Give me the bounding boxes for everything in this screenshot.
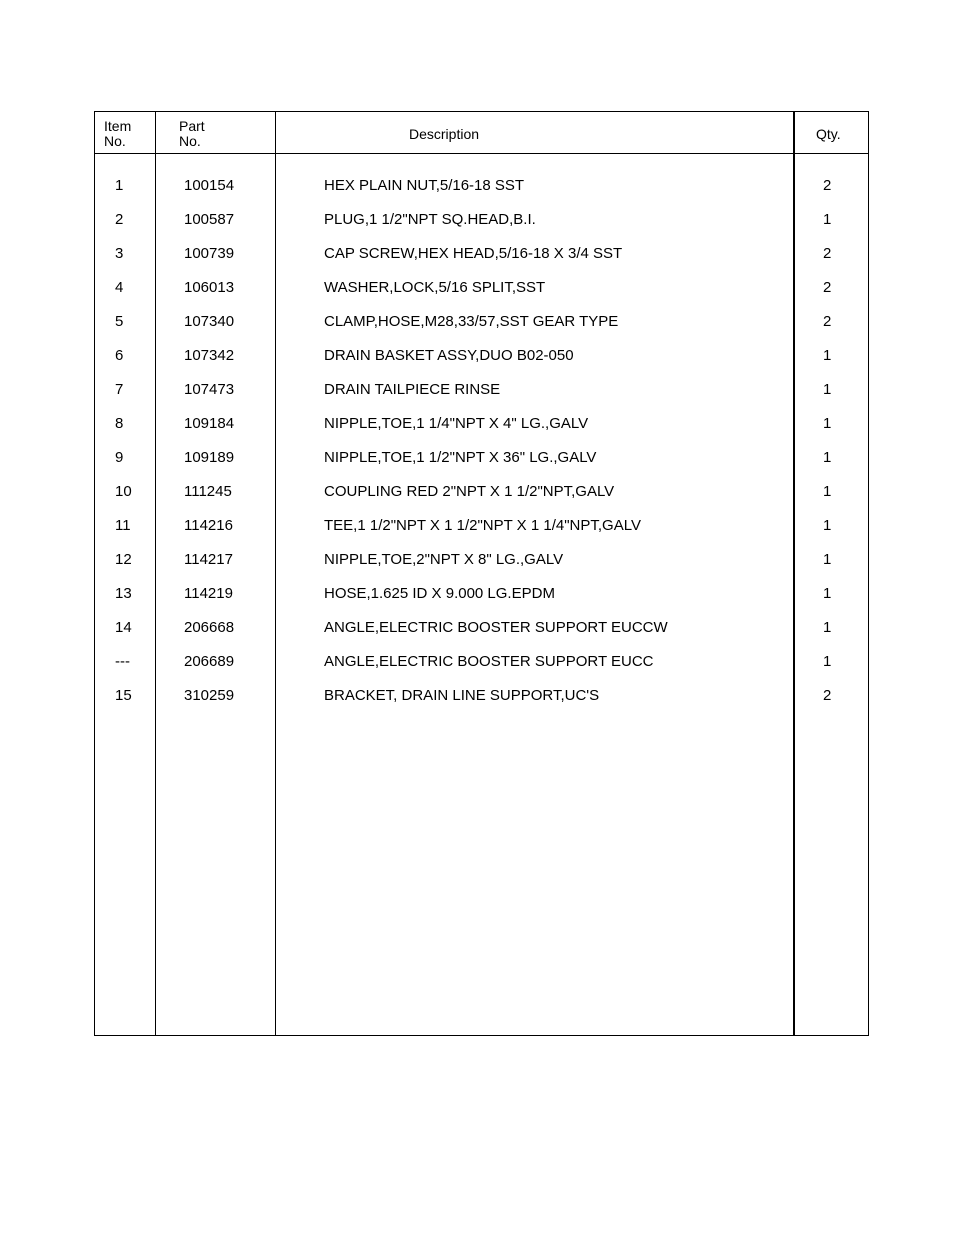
qty-cell: 2 — [823, 177, 832, 194]
table-row — [95, 483, 868, 517]
part-no-cell: 109189 — [184, 449, 235, 466]
table-row — [95, 517, 868, 551]
qty-cell: 1 — [823, 211, 832, 228]
header-item-no — [104, 119, 131, 149]
description-cell: COUPLING RED 2"NPT X 1 1/2"NPT,GALV — [324, 483, 615, 500]
item-no-cell: 3 — [115, 245, 124, 262]
qty-cell: 2 — [823, 279, 832, 296]
qty-cell: 1 — [823, 483, 832, 500]
table-row — [95, 245, 868, 279]
table-row — [95, 687, 868, 721]
header-item-no-label: No. — [104, 133, 126, 149]
qty-cell: 2 — [823, 687, 832, 704]
part-no-cell: 111245 — [184, 483, 232, 500]
description-cell: NIPPLE,TOE,2"NPT X 8" LG.,GALV — [324, 551, 564, 568]
item-no-cell: 2 — [115, 211, 124, 228]
item-no-cell: --- — [115, 653, 130, 670]
description-cell: WASHER,LOCK,5/16 SPLIT,SST — [324, 279, 546, 296]
header-description: Description — [409, 126, 480, 142]
header-part-label: Part — [179, 118, 205, 134]
header-part-no-label: No. — [179, 133, 201, 149]
part-no-cell: 100587 — [184, 211, 235, 228]
table-row — [95, 211, 868, 245]
table-row — [95, 551, 868, 585]
description-cell: HEX PLAIN NUT,5/16-18 SST — [324, 177, 525, 194]
qty-cell: 2 — [823, 313, 832, 330]
part-no-cell: 107340 — [184, 313, 235, 330]
qty-cell: 1 — [823, 551, 832, 568]
table-row — [95, 415, 868, 449]
item-no-cell: 14 — [115, 619, 132, 636]
part-no-cell: 109184 — [184, 415, 235, 432]
part-no-cell: 114217 — [184, 551, 233, 568]
item-no-cell: 11 — [115, 517, 131, 534]
table-row — [95, 313, 868, 347]
table-row — [95, 585, 868, 619]
header-item-label: Item — [104, 118, 132, 134]
table-row — [95, 279, 868, 313]
item-no-cell: 13 — [115, 585, 132, 602]
qty-cell: 2 — [823, 245, 832, 262]
header-part-no — [179, 119, 205, 149]
table-row — [95, 381, 868, 415]
qty-cell: 1 — [823, 619, 832, 636]
header-divider — [95, 153, 868, 154]
item-no-cell: 7 — [115, 381, 124, 398]
description-cell: NIPPLE,TOE,1 1/4"NPT X 4" LG.,GALV — [324, 415, 589, 432]
item-no-cell: 1 — [115, 177, 124, 194]
part-no-cell: 206689 — [184, 653, 235, 670]
item-no-cell: 5 — [115, 313, 124, 330]
part-no-cell: 114216 — [184, 517, 233, 534]
item-no-cell: 12 — [115, 551, 132, 568]
qty-cell: 1 — [823, 347, 832, 364]
description-cell: PLUG,1 1/2"NPT SQ.HEAD,B.I. — [324, 211, 536, 228]
table-row — [95, 449, 868, 483]
part-no-cell: 107473 — [184, 381, 235, 398]
part-no-cell: 100739 — [184, 245, 235, 262]
header-qty: Qty. — [816, 126, 841, 142]
table-row — [95, 177, 868, 211]
qty-cell: 1 — [823, 653, 832, 670]
description-cell: CLAMP,HOSE,M28,33/57,SST GEAR TYPE — [324, 313, 619, 330]
part-no-cell: 100154 — [184, 177, 235, 194]
part-no-cell: 106013 — [184, 279, 235, 296]
table-row — [95, 347, 868, 381]
qty-cell: 1 — [823, 449, 832, 466]
description-cell: CAP SCREW,HEX HEAD,5/16-18 X 3/4 SST — [324, 245, 623, 262]
description-cell: ANGLE,ELECTRIC BOOSTER SUPPORT EUCCW — [324, 619, 668, 636]
description-cell: NIPPLE,TOE,1 1/2"NPT X 36" LG.,GALV — [324, 449, 597, 466]
table-row — [95, 619, 868, 653]
description-cell: HOSE,1.625 ID X 9.000 LG.EPDM — [324, 585, 555, 602]
part-no-cell: 206668 — [184, 619, 235, 636]
parts-table — [94, 111, 869, 1036]
description-cell: DRAIN TAILPIECE RINSE — [324, 381, 501, 398]
qty-cell: 1 — [823, 381, 832, 398]
part-no-cell: 114219 — [184, 585, 233, 602]
qty-cell: 1 — [823, 517, 832, 534]
item-no-cell: 4 — [115, 279, 124, 296]
part-no-cell: 310259 — [184, 687, 235, 704]
qty-cell: 1 — [823, 585, 832, 602]
table-row — [95, 653, 868, 687]
item-no-cell: 9 — [115, 449, 124, 466]
description-cell: ANGLE,ELECTRIC BOOSTER SUPPORT EUCC — [324, 653, 654, 670]
part-no-cell: 107342 — [184, 347, 235, 364]
qty-cell: 1 — [823, 415, 832, 432]
description-cell: TEE,1 1/2"NPT X 1 1/2"NPT X 1 1/4"NPT,GALV — [324, 517, 641, 534]
item-no-cell: 6 — [115, 347, 124, 364]
item-no-cell: 8 — [115, 415, 124, 432]
description-cell: DRAIN BASKET ASSY,DUO B02-050 — [324, 347, 574, 364]
item-no-cell: 15 — [115, 687, 132, 704]
description-cell: BRACKET, DRAIN LINE SUPPORT,UC'S — [324, 687, 600, 704]
item-no-cell: 10 — [115, 483, 132, 500]
